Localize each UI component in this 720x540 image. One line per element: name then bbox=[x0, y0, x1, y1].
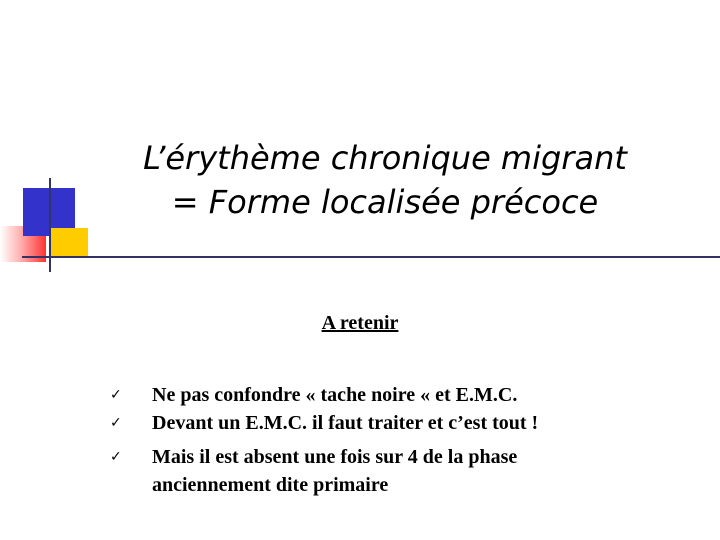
list-item bbox=[108, 381, 608, 409]
list-item bbox=[108, 443, 608, 499]
bullet-list bbox=[108, 381, 608, 499]
bullet-text: Mais il est absent une fois sur 4 de la phase anciennement dite primaire bbox=[152, 446, 518, 496]
title-line-2: = Forme localisée précoce bbox=[171, 183, 599, 221]
list-item bbox=[108, 409, 608, 437]
check-mark-icon: ✓ bbox=[110, 387, 122, 403]
subheading: A retenir bbox=[321, 312, 399, 334]
bullet-text: Devant un E.M.C. il faut traiter et c’est tout ! bbox=[152, 412, 539, 434]
slide-title bbox=[100, 136, 670, 224]
decorative-yellow-square bbox=[50, 228, 88, 258]
check-mark-icon: ✓ bbox=[110, 415, 122, 431]
check-mark-icon: ✓ bbox=[110, 449, 122, 465]
bullet-text: Ne pas confondre « tache noire « et E.M.C. bbox=[152, 384, 518, 406]
title-line-1: L’érythème chronique migrant bbox=[143, 139, 627, 177]
title-underline-rule bbox=[22, 256, 720, 258]
